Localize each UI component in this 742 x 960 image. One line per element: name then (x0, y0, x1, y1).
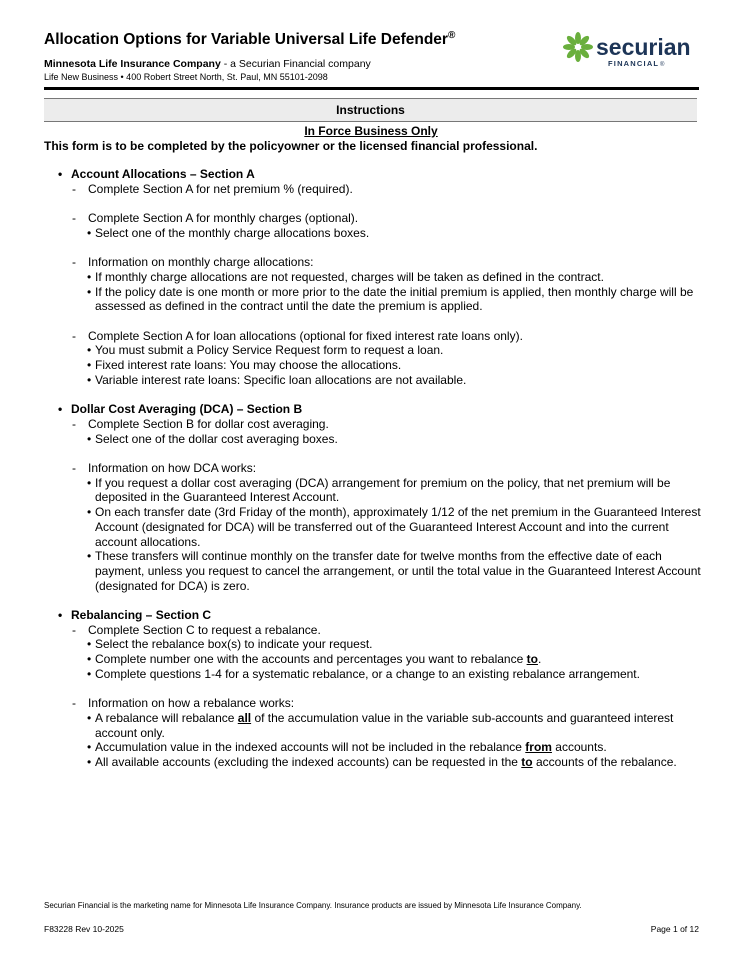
list-item: - Information on monthly charge allocations: (44, 255, 704, 270)
page-number: Page 1 of 12 (650, 924, 699, 934)
list-bullet: • Select one of the monthly charge allocations boxes. (44, 226, 704, 241)
securian-logo (560, 30, 705, 70)
header-rule (44, 87, 699, 90)
section-c-heading: • Rebalancing – Section C (44, 608, 704, 623)
list-bullet: • If the policy date is one month or more prior to the date the initial premium is applied, then monthly charge will be assessed as defined in the contract until the date the premium is applied. (44, 285, 704, 314)
list-bullet: • If you request a dollar cost averaging (DCA) arrangement for premium on the policy, that net premium will be deposited in the Guaranteed Interest Account. (44, 476, 704, 505)
list-item: - Complete Section A for net premium % (required). (44, 182, 704, 197)
list-bullet: • If monthly charge allocations are not requested, charges will be taken as defined in the contract. (44, 270, 704, 285)
intro-text: This form is to be completed by the policyowner or the licensed financial professional. (44, 139, 538, 153)
list-item: - Complete Section C to request a rebalance. (44, 623, 704, 638)
svg-text:securian: securian (596, 34, 691, 60)
list-bullet: • Fixed interest rate loans: You may choose the allocations. (44, 358, 704, 373)
list-bullet: • You must submit a Policy Service Request form to request a loan. (44, 343, 704, 358)
list-bullet: • Select one of the dollar cost averaging boxes. (44, 432, 704, 447)
form-title: Allocation Options for Variable Universal Life Defender® (44, 30, 456, 49)
list-bullet: • All available accounts (excluding the indexed accounts) can be requested in the to accounts of the rebalance. (44, 755, 704, 770)
list-bullet: • Variable interest rate loans: Specific loan allocations are not available. (44, 373, 704, 388)
company-address: Life New Business • 400 Robert Street North, St. Paul, MN 55101-2098 (44, 72, 328, 82)
list-bullet: • On each transfer date (3rd Friday of the month), approximately 1/12 of the net premium in the Guaranteed Interest Account (designated for DCA) will be transferred out of the Guaranteed Interest Account and into the current account allocations. (44, 505, 704, 549)
section-b-heading: • Dollar Cost Averaging (DCA) – Section B (44, 402, 704, 417)
list-item: - Complete Section B for dollar cost averaging. (44, 417, 704, 432)
svg-text:®: ® (660, 62, 665, 68)
list-bullet: • Complete number one with the accounts and percentages you want to rebalance to. (44, 652, 704, 667)
form-number: F83228 Rev 10-2025 (44, 924, 124, 934)
svg-text:FINANCIAL: FINANCIAL (608, 59, 660, 68)
section-a-heading: • Account Allocations – Section A (44, 167, 704, 182)
list-item: - Complete Section A for monthly charges (optional). (44, 211, 704, 226)
company-line: Minnesota Life Insurance Company - a Securian Financial company (44, 58, 371, 70)
list-bullet: • These transfers will continue monthly on the transfer date for twelve months from the effective date of each payment, unless you request to cancel the arrangement, or until the total value in the Guaranteed Interest Account (designated for DCA) is zero. (44, 549, 704, 593)
list-item: - Complete Section A for loan allocations (optional for fixed interest rate loans only). (44, 329, 704, 344)
list-item: - Information on how DCA works: (44, 461, 704, 476)
footer-disclaimer: Securian Financial is the marketing name for Minnesota Life Insurance Company. Insurance products are issued by Minnesota Life Insurance Company. (44, 901, 582, 910)
in-force-heading: In Force Business Only (304, 124, 438, 138)
list-bullet: • Accumulation value in the indexed accounts will not be included in the rebalance from accounts. (44, 740, 704, 755)
list-item: - Information on how a rebalance works: (44, 696, 704, 711)
list-bullet: • A rebalance will rebalance all of the accumulation value in the variable sub-accounts and guaranteed interest account only. (44, 711, 704, 740)
instructions-bar: Instructions (44, 98, 697, 122)
list-bullet: • Complete questions 1-4 for a systematic rebalance, or a change to an existing rebalance arrangement. (44, 667, 704, 682)
instructions-body (44, 167, 704, 770)
securian-leaf-icon (560, 30, 705, 70)
list-bullet: • Select the rebalance box(s) to indicate your request. (44, 637, 704, 652)
